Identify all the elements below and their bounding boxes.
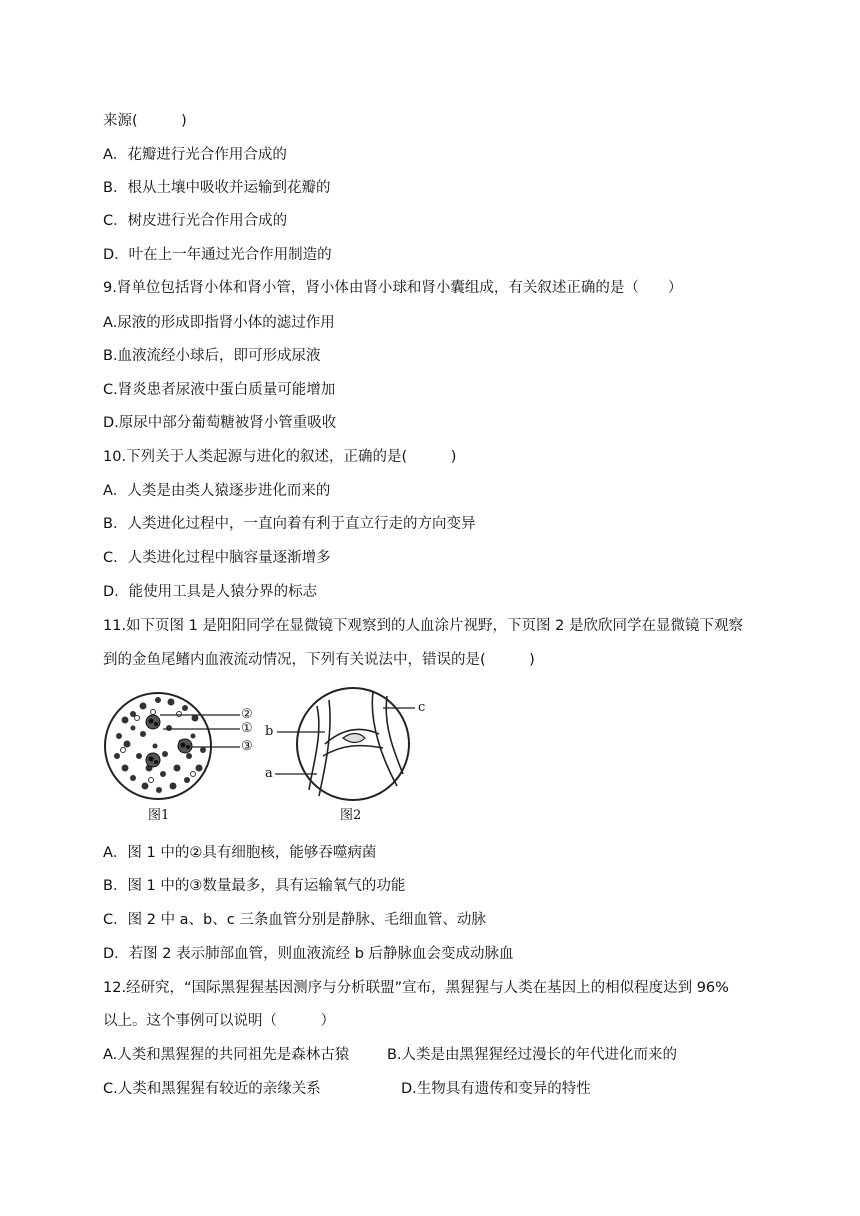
q9-stem: 9.肾单位包括肾小体和肾小管，肾小体由肾小球和肾小囊组成，有关叙述正确的是（ ）: [103, 280, 683, 296]
q12-option-c: C.人类和黑猩猩有较近的亲缘关系: [103, 1081, 321, 1097]
q8-option-d: D．叶在上一年通过光合作用制造的: [103, 247, 332, 263]
q12-stem-line2: 以上。这个事例可以说明（ ）: [103, 1013, 335, 1029]
q11-stem-line2: 到的金鱼尾鳍内血液流动情况，下列有关说法中，错误的是( ): [103, 652, 535, 668]
fig1-mark-3: ③: [241, 739, 253, 754]
q10-option-b: B．人类进化过程中，一直向着有利于直立行走的方向变异: [103, 516, 476, 532]
q10-stem: 10.下列关于人类起源与进化的叙述，正确的是( ): [103, 449, 457, 465]
q8-option-b: B．根从土壤中吸收并运输到花瓣的: [103, 180, 331, 196]
q9-option-d: D.原尿中部分葡萄糖被肾小管重吸收: [103, 415, 337, 431]
fig2-mark-a: a: [265, 766, 273, 781]
q8-option-c: C．树皮进行光合作用合成的: [103, 213, 288, 229]
q8-option-a: A．花瓣进行光合作用合成的: [103, 147, 287, 163]
q10-option-a: A．人类是由类人猿逐步进化而来的: [103, 483, 331, 499]
q12-option-d: D.生物具有遗传和变异的特性: [401, 1081, 591, 1097]
figure-drawing: [103, 684, 443, 824]
blood-figure: [103, 684, 443, 824]
q11-option-c: C．图 2 中 a、b、c 三条血管分别是静脉、毛细血管、动脉: [103, 912, 486, 928]
q10-option-d: D．能使用工具是人猿分界的标志: [103, 584, 318, 600]
fig1-mark-2: ②: [241, 707, 253, 722]
q11-stem-line1: 11.如下页图 1 是阳阳同学在显微镜下观察到的人血涂片视野，下页图 2 是欣欣同学在显微镜下观察: [103, 618, 743, 634]
q9-option-b: B.血液流经小球后，即可形成尿液: [103, 348, 321, 364]
q12-stem-line1: 12.经研究，“国际黑猩猩基因测序与分析联盟”宣布，黑猩猩与人类在基因上的相似程度达到 96%: [103, 980, 729, 996]
q10-option-c: C．人类进化过程中脑容量逐渐增多: [103, 550, 331, 566]
q11-option-b: B．图 1 中的③数量最多，具有运输氧气的功能: [103, 878, 406, 894]
fig2-mark-c: c: [418, 700, 426, 715]
q11-option-d: D．若图 2 表示肺部血管，则血液流经 b 后静脉血会变成动脉血: [103, 946, 514, 962]
fig2-vessels: [275, 688, 415, 800]
fig1-mark-1: ①: [241, 721, 253, 736]
q9-option-a: A.尿液的形成即指肾小体的滤过作用: [103, 315, 335, 331]
fig1-caption: 图1: [148, 808, 170, 823]
q11-option-a: A．图 1 中的②具有细胞核，能够吞噬病菌: [103, 845, 377, 861]
fig2-caption: 图2: [340, 808, 362, 823]
q9-option-c: C.肾炎患者尿液中蛋白质量可能增加: [103, 382, 336, 398]
q12-option-a: A.人类和黑猩猩的共同祖先是森林古猿: [103, 1047, 350, 1063]
fig1-blood-smear: [105, 693, 240, 799]
q8-stem-end: 来源( ): [103, 113, 187, 129]
q12-option-b: B.人类是由黑猩猩经过漫长的年代进化而来的: [387, 1047, 678, 1063]
fig2-mark-b: b: [265, 724, 274, 739]
